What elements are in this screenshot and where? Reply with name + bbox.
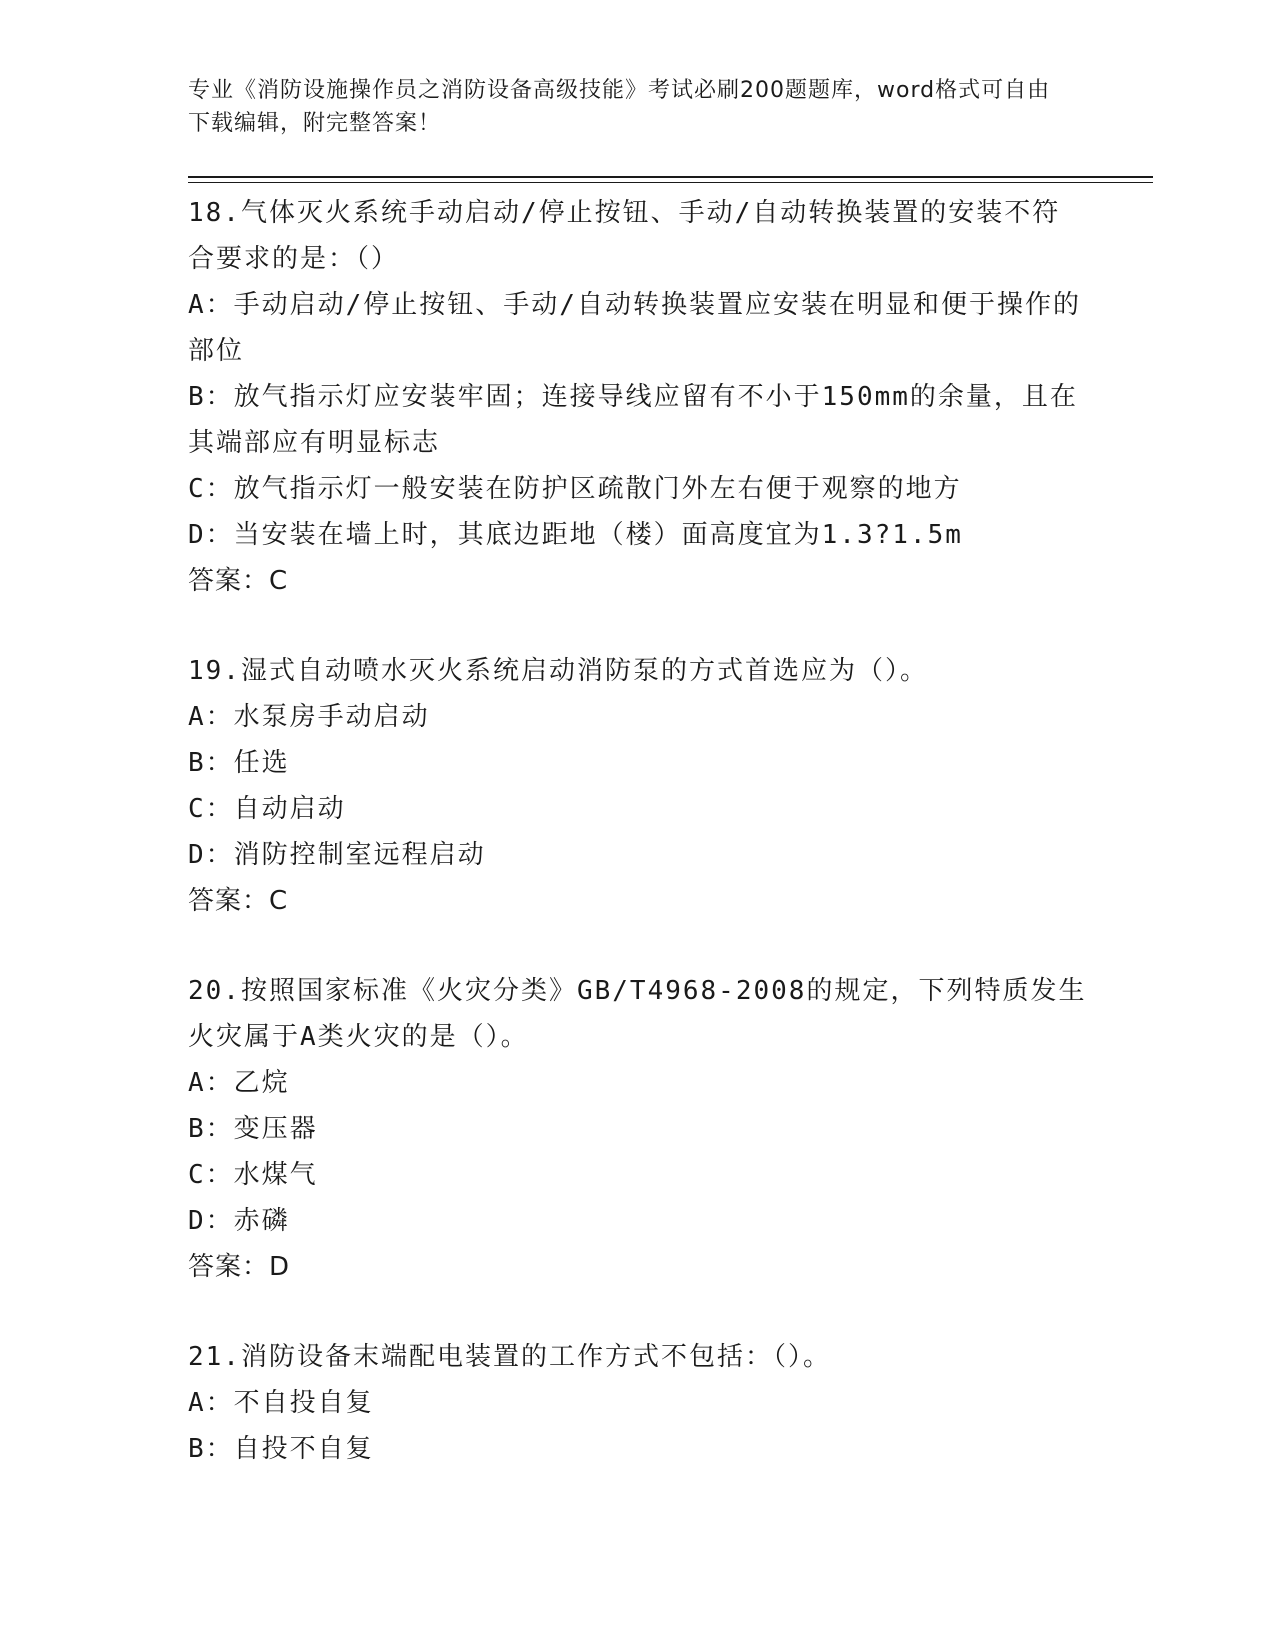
header-divider-thick (188, 176, 1153, 178)
header-divider-thin (188, 182, 1153, 183)
option-d: D：当安装在墙上时，其底边距地（楼）面高度宜为1.3?1.5m (188, 520, 963, 550)
option-a: A：手动启动/停止按钮、手动/自动转换装置应安装在明显和便于操作的部位 (188, 290, 1081, 366)
question-stem: 18.气体灭火系统手动启动/停止按钮、手动/自动转换装置的安装不符合要求的是：（） (188, 198, 1061, 274)
document-header: 专业《消防设施操作员之消防设备高级技能》考试必刷200题题库，word格式可自由下载编辑，附完整答案！ (188, 78, 1051, 136)
answer-label: 答案：C (188, 886, 289, 916)
option-d: D：赤磷 (188, 1206, 290, 1236)
question-stem: 20.按照国家标准《火灾分类》GB/T4968-2008的规定，下列特质发生火灾属于A类火灾的是（）。 (188, 976, 1087, 1052)
option-b: B：自投不自复 (188, 1434, 374, 1464)
answer-label: 答案：C (188, 566, 289, 596)
option-a: A：水泵房手动启动 (188, 702, 430, 732)
question-stem: 21.消防设备末端配电装置的工作方式不包括：（）。 (188, 1342, 831, 1372)
question-19 (188, 648, 1088, 924)
question-list (188, 190, 1088, 1472)
option-a: A：乙烷 (188, 1068, 290, 1098)
question-20 (188, 968, 1088, 1290)
option-a: A：不自投自复 (188, 1388, 374, 1418)
question-18 (188, 190, 1088, 604)
option-b: B：放气指示灯应安装牢固；连接导线应留有不小于150mm的余量，且在其端部应有明显标志 (188, 382, 1078, 458)
option-b: B：变压器 (188, 1114, 318, 1144)
option-c: C：放气指示灯一般安装在防护区疏散门外左右便于观察的地方 (188, 474, 962, 504)
question-21 (188, 1334, 1088, 1472)
option-b: B：任选 (188, 748, 290, 778)
option-d: D：消防控制室远程启动 (188, 840, 486, 870)
answer-label: 答案：D (188, 1252, 291, 1282)
option-c: C：自动启动 (188, 794, 346, 824)
question-stem: 19.湿式自动喷水灭火系统启动消防泵的方式首选应为（）。 (188, 656, 928, 686)
option-c: C：水煤气 (188, 1160, 318, 1190)
